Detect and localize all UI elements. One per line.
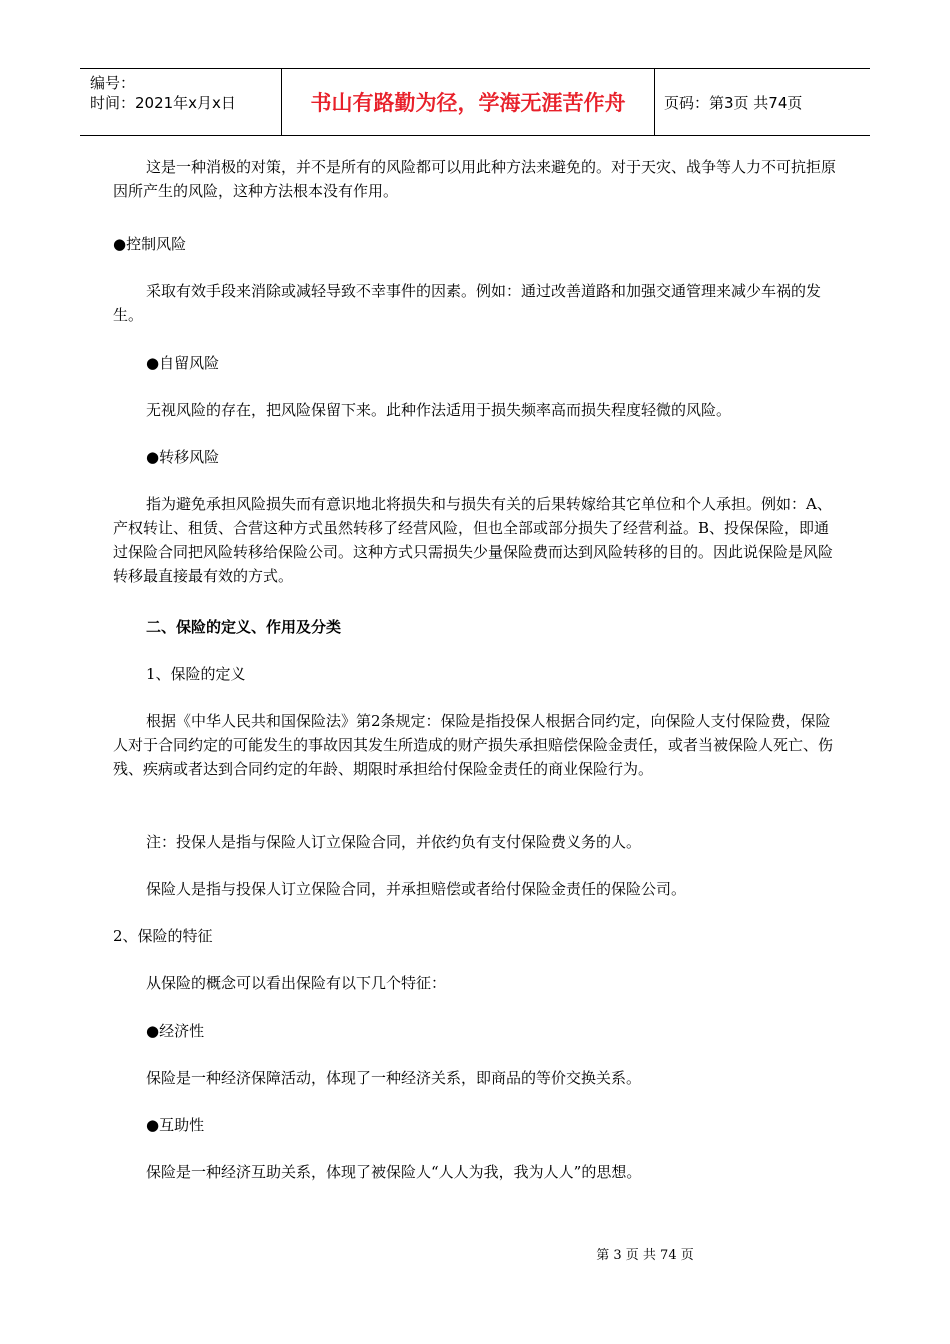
paragraph: 保险是一种经济互助关系，体现了被保险人“人人为我，我为人人”的思想。 <box>146 1163 642 1181</box>
subheading-features: 2、保险的特征 <box>113 927 213 945</box>
paragraph-note: 保险人是指与投保人订立保险合同，并承担赔偿或者给付保险金责任的保险公司。 <box>146 880 687 898</box>
page-header <box>80 68 870 136</box>
paragraph: 从保险的概念可以看出保险有以下几个特征： <box>146 974 447 992</box>
heading-mutual: ●互助性 <box>146 1116 205 1134</box>
number-label: 编号： <box>90 74 136 92</box>
paragraph: 无视风险的存在，把风险保留下来。此种作法适用于损失频率高而损失程度轻微的风险。 <box>146 401 732 419</box>
heading-transfer-risk: ●转移风险 <box>146 448 220 466</box>
heading-economic: ●经济性 <box>146 1022 205 1040</box>
paragraph: 采取有效手段来消除或减轻导致不幸事件的因素。例如：通过改善道路和加强交通管理来减少车祸的发生。 <box>113 282 822 324</box>
header-meta <box>80 69 282 135</box>
header-motto: 书山有路勤为径，学海无涯苦作舟 <box>282 69 655 135</box>
paragraph-note: 注：投保人是指与保险人订立保险合同，并依约负有支付保险费义务的人。 <box>146 833 642 851</box>
paragraph: 保险是一种经济保障活动，体现了一种经济关系，即商品的等价交换关系。 <box>146 1069 642 1087</box>
page-footer: 第 3 页 共 74 页 <box>596 1248 694 1263</box>
paragraph: 这是一种消极的对策，并不是所有的风险都可以用此种方法来避免的。对于天灾、战争等人力不可抗拒原因所产生的风险，这种方法根本没有作用。 <box>113 158 837 200</box>
heading-control-risk: ●控制风险 <box>113 235 187 253</box>
time-label: 时间：2021年x月x日 <box>90 94 236 112</box>
paragraph: 根据《中华人民共和国保险法》第2条规定：保险是指投保人根据合同约定，向保险人支付保险费，保险人对于合同约定的可能发生的事故因其发生所造成的财产损失承担赔偿保险金责任，或者当被保险人死亡、伤残、疾病或者达到合同约定的年龄、期限时承担给付保险金责任的商业保险行为。 <box>113 712 834 778</box>
paragraph: 指为避免承担风险损失而有意识地北将损失和与损失有关的后果转嫁给其它单位和个人承担。例如：A、产权转让、租赁、合营这种方式虽然转移了经营风险，但也全部或部分损失了经营利益。B、投保保险，即通过保险合同把风险转移给保险公司。这种方式只需损失少量保险费而达到风险转移的目的。因此说保险是风险转移最直接最有效的方式。 <box>113 495 834 585</box>
section-heading: 二、保险的定义、作用及分类 <box>146 618 342 636</box>
heading-retain-risk: ●自留风险 <box>146 354 220 372</box>
subheading-definition: 1、保险的定义 <box>146 665 246 683</box>
header-page-label: 页码：第3页 共74页 <box>664 93 803 112</box>
